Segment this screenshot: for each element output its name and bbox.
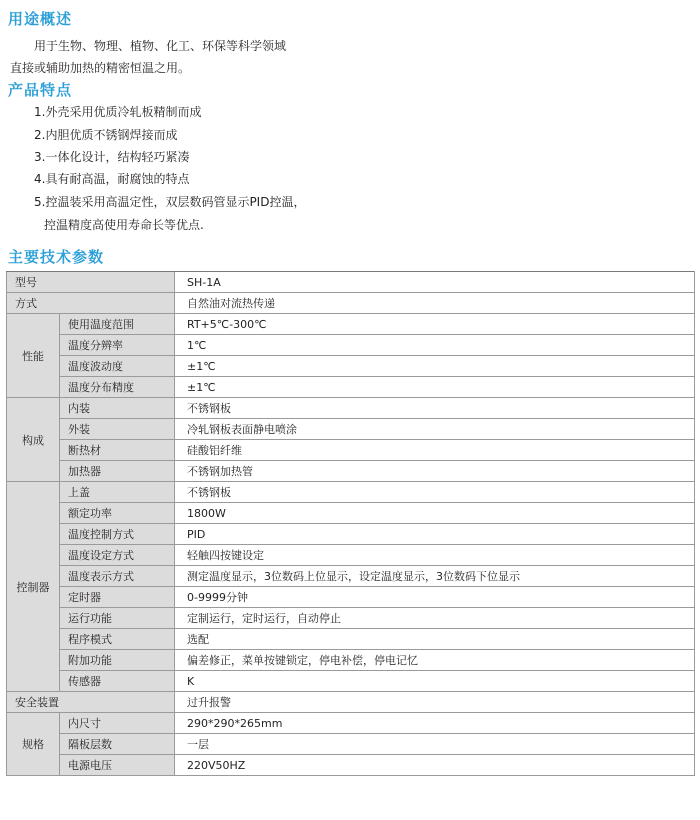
spec-value: 1800W (175, 503, 695, 524)
method-value: 自然油对流热传递 (175, 293, 695, 314)
table-row (7, 440, 695, 461)
table-row (7, 314, 695, 335)
spec-value: ±1℃ (175, 356, 695, 377)
usage-line: 用于生物、物理、植物、化工、环保等科学领域 (34, 39, 287, 53)
feature-item: 3.一体化设计，结构轻巧紧凑 (34, 150, 190, 164)
table-row (7, 713, 695, 734)
spec-value: RT+5℃-300℃ (175, 314, 695, 335)
table-row (7, 335, 695, 356)
feature-item: 5.控温装采用高温定性，双层数码管显示PID控温， (34, 195, 306, 209)
spec-value: K (175, 671, 695, 692)
spec-label: 电源电压 (60, 755, 175, 776)
controller-group-label: 控制器 (7, 482, 60, 692)
table-row (7, 566, 695, 587)
table-row (7, 524, 695, 545)
spec-value: 测定温度显示，3位数码上位显示，设定温度显示，3位数码下位显示 (175, 566, 695, 587)
table-row (7, 461, 695, 482)
spec-value: 1℃ (175, 335, 695, 356)
spec-value: 不锈钢加热管 (175, 461, 695, 482)
table-row (7, 671, 695, 692)
spec-label: 断热材 (60, 440, 175, 461)
table-row (7, 587, 695, 608)
spec-value: PID (175, 524, 695, 545)
spec-label: 温度分布精度 (60, 377, 175, 398)
table-row (7, 650, 695, 671)
spec-value: 220V50HZ (175, 755, 695, 776)
spec-label: 温度表示方式 (60, 566, 175, 587)
spec-value: 偏差修正，菜单按键锁定，停电补偿，停电记忆 (175, 650, 695, 671)
spec-value: 冷轧钢板表面静电喷涂 (175, 419, 695, 440)
spec-label: 加热器 (60, 461, 175, 482)
table-row (7, 692, 695, 713)
feature-item: 4.具有耐高温，耐腐蚀的特点 (34, 172, 190, 186)
method-label: 方式 (7, 293, 175, 314)
spec-label: 外装 (60, 419, 175, 440)
spec-table (6, 271, 695, 776)
safety-value: 过升报警 (175, 692, 695, 713)
table-row (7, 398, 695, 419)
feature-item: 1.外壳采用优质冷轧板精制而成 (34, 105, 202, 119)
spec-label: 附加功能 (60, 650, 175, 671)
specs-section-title: 主要技术参数 (8, 248, 105, 266)
spec-label: 上盖 (60, 482, 175, 503)
table-row (7, 755, 695, 776)
feature-item: 2.内胆优质不锈钢焊接而成 (34, 128, 178, 142)
model-value: SH-1A (175, 272, 695, 293)
spec-value: 一层 (175, 734, 695, 755)
spec-value: 不锈钢板 (175, 482, 695, 503)
features-section-title: 产品特点 (8, 81, 73, 99)
spec-value: 选配 (175, 629, 695, 650)
spec-label: 温度设定方式 (60, 545, 175, 566)
spec-label: 内装 (60, 398, 175, 419)
spec-value: 不锈钢板 (175, 398, 695, 419)
spec-value: 290*290*265mm (175, 713, 695, 734)
table-row (7, 734, 695, 755)
spec-label: 温度控制方式 (60, 524, 175, 545)
spec-label: 传感器 (60, 671, 175, 692)
table-top-rule (6, 271, 694, 272)
spec-value: 轻触四按键设定 (175, 545, 695, 566)
spec-value: 硅酸铝纤维 (175, 440, 695, 461)
spec-label: 隔板层数 (60, 734, 175, 755)
table-row (7, 356, 695, 377)
spec-value: 0-9999分钟 (175, 587, 695, 608)
spec-label: 使用温度范围 (60, 314, 175, 335)
table-row (7, 608, 695, 629)
spec-label: 运行功能 (60, 608, 175, 629)
spec-value: ±1℃ (175, 377, 695, 398)
feature-item: 控温精度高使用寿命长等优点. (44, 218, 204, 232)
table-row (7, 377, 695, 398)
table-row (7, 482, 695, 503)
spec-label: 定时器 (60, 587, 175, 608)
table-row (7, 629, 695, 650)
spec-value: 定制运行，定时运行，自动停止 (175, 608, 695, 629)
usage-line: 直接或辅助加热的精密恒温之用。 (10, 61, 191, 75)
spec-label: 程序模式 (60, 629, 175, 650)
spec-label: 额定功率 (60, 503, 175, 524)
construction-group-label: 构成 (7, 398, 60, 482)
safety-label: 安全装置 (7, 692, 175, 713)
spec-label: 温度波动度 (60, 356, 175, 377)
specification-group-label: 规格 (7, 713, 60, 776)
table-row (7, 545, 695, 566)
table-row (7, 293, 695, 314)
spec-label: 内尺寸 (60, 713, 175, 734)
model-label: 型号 (7, 272, 175, 293)
table-row (7, 503, 695, 524)
table-row (7, 272, 695, 293)
spec-label: 温度分辨率 (60, 335, 175, 356)
table-row (7, 419, 695, 440)
usage-section-title: 用途概述 (8, 10, 73, 28)
performance-group-label: 性能 (7, 314, 60, 398)
